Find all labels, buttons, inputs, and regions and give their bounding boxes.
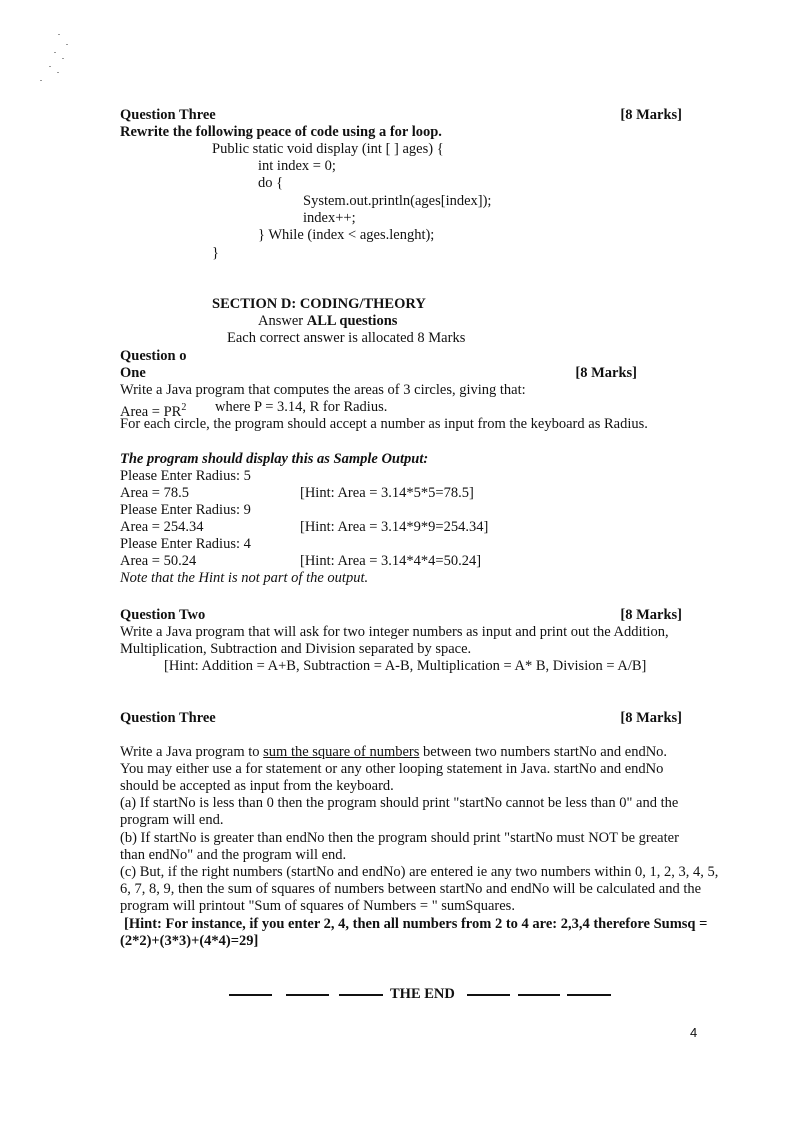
- q3b-line: (b) If startNo is greater than endNo then the program should print "startNo must NOT be greater: [120, 830, 679, 846]
- q3b-paragraph-first: [120, 744, 667, 761]
- page-number: 4: [690, 1025, 698, 1040]
- end-rule: [229, 994, 272, 996]
- end-rule: [339, 994, 383, 996]
- output-line: Please Enter Radius: 4: [120, 536, 251, 552]
- output-line: Area = 50.24: [120, 553, 197, 569]
- section-answer-line: [258, 313, 397, 330]
- q1-title-line2: One: [120, 365, 146, 381]
- q3b-line: (c) But, if the right numbers (startNo and endNo) are entered ie any two numbers within 0, 1, 2, 3, 4, 5,: [120, 864, 719, 880]
- q3a-marks: [8 Marks]: [620, 107, 682, 123]
- code-line: }: [212, 245, 219, 261]
- section-allocation: Each correct answer is allocated 8 Marks: [227, 330, 466, 346]
- q2-title: Question Two: [120, 607, 206, 623]
- q2-line1: Write a Java program that will ask for two integer numbers as input and print out the Addition,: [120, 624, 669, 640]
- q1-body1: Write a Java program that computes the areas of 3 circles, giving that:: [120, 382, 526, 398]
- q3b-title: Question Three: [120, 710, 216, 726]
- q1-marks: [8 Marks]: [575, 365, 637, 381]
- output-hint: [Hint: Area = 3.14*4*4=50.24]: [300, 553, 482, 569]
- code-line: } While (index < ages.lenght);: [258, 227, 435, 243]
- end-rule: [467, 994, 510, 996]
- q3b-p1-underlined: sum the square of numbers: [263, 744, 420, 760]
- q3b-line: program will end.: [120, 812, 224, 828]
- q1-body2: For each circle, the program should accept a number as input from the keyboard as Radius.: [120, 416, 648, 432]
- q3b-hint-line1: [Hint: For instance, if you enter 2, 4, then all numbers from 2 to 4 are: 2,3,4 therefore Sumsq =: [124, 916, 708, 932]
- q1-sample-heading: The program should display this as Sample Output:: [120, 451, 429, 467]
- code-line: do {: [258, 175, 284, 191]
- code-line: System.out.println(ages[index]);: [303, 193, 492, 209]
- code-line: Public static void display (int [ ] ages) {: [212, 141, 444, 157]
- q3b-line: should be accepted as input from the keyboard.: [120, 778, 394, 794]
- q3b-line: 6, 7, 8, 9, then the sum of squares of numbers between startNo and endNo will be calculated and the: [120, 881, 702, 897]
- output-hint: [Hint: Area = 3.14*5*5=78.5]: [300, 485, 474, 501]
- code-line: int index = 0;: [258, 158, 336, 174]
- q1-title-line1: Question o: [120, 348, 187, 364]
- end-rule: [518, 994, 560, 996]
- section-title: SECTION D: CODING/THEORY: [212, 296, 426, 312]
- output-line: Please Enter Radius: 5: [120, 468, 251, 484]
- q3a-title: Question Three: [120, 107, 216, 123]
- output-line: Please Enter Radius: 9: [120, 502, 251, 518]
- q3b-p1-post: between two numbers startNo and endNo.: [419, 744, 668, 760]
- q2-marks: [8 Marks]: [620, 607, 682, 623]
- output-hint: [Hint: Area = 3.14*9*9=254.34]: [300, 519, 489, 535]
- end-rule: [286, 994, 329, 996]
- formula-prefix: Area = PR: [120, 403, 182, 420]
- section-answer-prefix: Answer: [258, 313, 307, 329]
- end-rule: [567, 994, 611, 996]
- q3b-p1-pre: Write a Java program to: [120, 744, 264, 760]
- q2-hint: [Hint: Addition = A+B, Subtraction = A-B, Multiplication = A* B, Division = A/B]: [164, 658, 647, 674]
- q3b-marks: [8 Marks]: [620, 710, 682, 726]
- q3a-instruction: Rewrite the following peace of code using a for loop.: [120, 124, 442, 140]
- section-answer-bold: ALL questions: [306, 313, 398, 329]
- q3b-hint-line2: (2*2)+(3*3)+(4*4)=29]: [120, 933, 259, 949]
- q1-formula-suffix: where P = 3.14, R for Radius.: [215, 399, 388, 415]
- q3b-line: You may either use a for statement or any other looping statement in Java. startNo and endNo: [120, 761, 664, 777]
- output-line: Area = 78.5: [120, 485, 189, 501]
- q3b-line: than endNo" and the program will end.: [120, 847, 347, 863]
- formula-superscript: 2: [181, 402, 187, 413]
- the-end-label: THE END: [390, 986, 455, 1002]
- output-line: Area = 254.34: [120, 519, 204, 535]
- q2-line2: Multiplication, Subtraction and Division separated by space.: [120, 641, 472, 657]
- q1-note: Note that the Hint is not part of the output.: [120, 570, 369, 586]
- q3b-line: program will printout "Sum of squares of Numbers = " sumSquares.: [120, 898, 515, 914]
- q3b-line: (a) If startNo is less than 0 then the program should print "startNo cannot be less than 0" and the: [120, 795, 679, 811]
- code-line: index++;: [303, 210, 356, 226]
